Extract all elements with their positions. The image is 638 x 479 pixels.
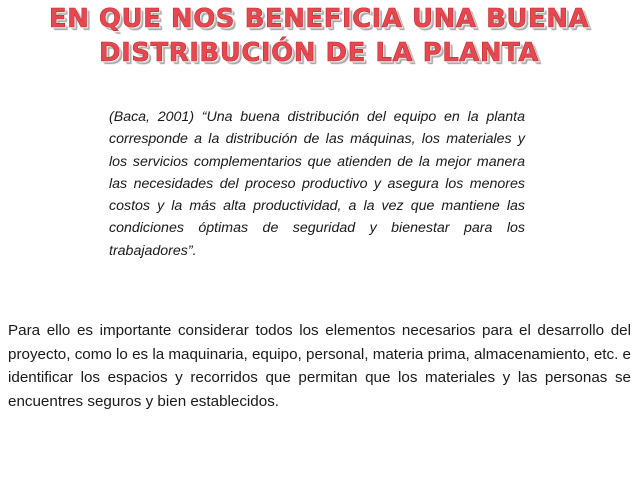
slide-title [0,2,638,70]
slide-title-line-1: EN QUE NOS BENEFICIA UNA BUENA [48,4,590,34]
body-paragraph: Para ello es importante considerar todos los elementos necesarios para el desarrollo del proyecto, como lo es la maquinaria, equipo, personal, materia prima, almacenamiento, etc. e identificar los espacios y recorridos que permitan que los materiales y las personas se encuentres seguros y bien establecidos. [8,322,632,410]
slide-title-line-2: DISTRIBUCIÓN DE LA PLANTA [99,38,539,68]
quote-block: (Baca, 2001) “Una buena distribución del equipo en la planta corresponde a la distribución de las máquinas, los materiales y los servicios complementarios que atienden de la mejor manera las necesidades del proceso productivo y asegura los menores costos y la más alta productividad, a la vez que mantiene las condiciones óptimas de seguridad y bienestar para los trabajadores”. [109,109,525,259]
